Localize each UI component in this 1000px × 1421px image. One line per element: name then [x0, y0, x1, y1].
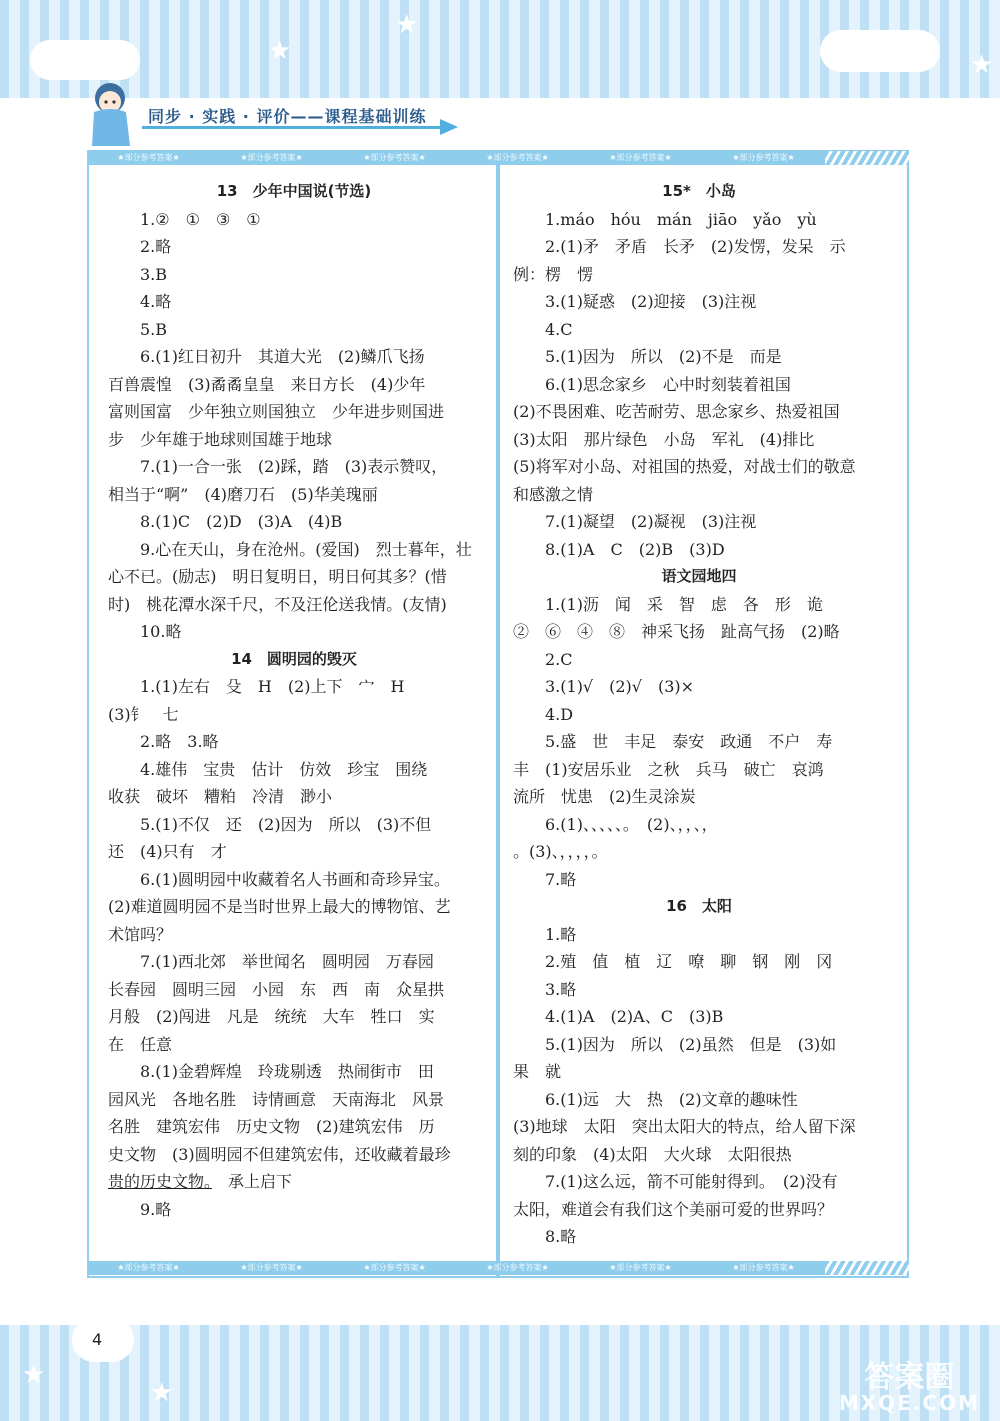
answer-line: 3.(1)疑惑 (2)迎接 (3)注视 — [545, 292, 757, 311]
star-icon: ★ — [22, 1360, 46, 1390]
strip-label: ★部分参考答案★ — [486, 1263, 549, 1272]
answer-line: 在 任意 — [108, 1034, 173, 1054]
strip-label: ★部分参考答案★ — [609, 1263, 672, 1272]
answer-line: 富则国富 少年独立则国独立 少年进步则国进 — [108, 402, 445, 421]
answer-line: 流所 忧患 (2)生灵涂炭 — [513, 787, 696, 806]
section-title: 语文园地四 — [661, 567, 737, 585]
answer-line: ② ⑥ ④ ⑧ 神采飞扬 趾高气扬 (2)略 — [513, 622, 840, 641]
answer-line: 2.C — [545, 649, 573, 669]
underlined-answer: 贵的历史文物。 — [108, 1172, 213, 1191]
star-icon: ★ — [268, 36, 292, 66]
answer-line: 7.(1)西北郊 举世闻名 圆明园 万春园 — [140, 952, 434, 971]
answer-line: 8.(1)A C (2)B (3)D — [545, 539, 725, 559]
answer-line: (3)地球 太阳 突出太阳大的特点，给人留下深 — [513, 1117, 856, 1136]
top-answer-strip — [87, 151, 909, 165]
answer-line: 8.(1)金碧辉煌 玲珑剔透 热闹街市 田 — [140, 1062, 434, 1081]
cloud-decoration — [820, 30, 940, 72]
answer-line: 1.(1)左右 殳 H (2)上下 宀 H — [140, 677, 405, 696]
answer-line: 4.D — [545, 704, 574, 724]
answer-line: 6.(1)、、、、、。 (2)、，，、， — [545, 814, 718, 834]
answer-line: 5.(1)不仅 还 (2)因为 所以 (3)不但 — [140, 814, 432, 834]
answer-line: 7.(1)凝望 (2)凝视 (3)注视 — [545, 512, 757, 531]
answer-line: (3)太阳 那片绿色 小岛 军礼 (4)排比 — [513, 429, 815, 449]
strip-label: ★部分参考答案★ — [240, 153, 303, 162]
strip-label: ★部分参考答案★ — [732, 1263, 795, 1272]
left-answer-column — [108, 178, 480, 1223]
girl-mascot-icon — [84, 78, 140, 148]
answer-line: (3)钅 七 — [108, 704, 179, 724]
section-title: 15* 小岛 — [662, 182, 736, 200]
answer-line — [108, 1168, 480, 1196]
strip-label: ★部分参考答案★ — [609, 153, 672, 162]
answer-line: 1.(1)沥 闻 采 智 虑 各 形 诡 — [545, 594, 823, 614]
answer-line: 4.略 — [140, 292, 172, 311]
answer-line: 术馆吗？ — [108, 924, 173, 944]
answer-line: 2.略 — [140, 237, 172, 256]
answer-line: 6.(1)红日初升 其道大光 (2)鳞爪飞扬 — [140, 347, 425, 366]
answer-line: 4.雄伟 宝贵 估计 仿效 珍宝 围绕 — [140, 759, 428, 779]
star-icon: ★ — [150, 1378, 174, 1408]
answer-line: 果 就 — [513, 1062, 562, 1081]
answer-line: 百兽震惶 (3)矞矞皇皇 来日方长 (4)少年 — [108, 374, 426, 394]
answer-line: 和感激之情 — [513, 484, 594, 504]
answer-line: (5)将军对小岛、对祖国的热爱，对战士们的敬意 — [513, 457, 856, 476]
answer-line: 9.略 — [140, 1199, 172, 1219]
answer-line: 例：楞 愣 — [513, 264, 594, 284]
section-title: 13 少年中国说(节选) — [216, 182, 372, 200]
answer-line: 2.略 3.略 — [140, 732, 219, 751]
strip-label: ★部分参考答案★ — [486, 153, 549, 162]
answer-line: 3.B — [140, 264, 168, 284]
answer-line: 还 (4)只有 才 — [108, 842, 227, 861]
section-title: 16 太阳 — [666, 897, 732, 915]
watermark-main: 答案圈 — [864, 1360, 955, 1395]
answer-line: 心不已。(励志) 明日复明日，明日何其多？(惜 — [108, 567, 447, 586]
answer-line: 史文物 (3)圆明园不但建筑宏伟，还收藏着最珍 — [108, 1144, 451, 1164]
answer-line: 6.(1)远 大 热 (2)文章的趣味性 — [545, 1089, 798, 1109]
answer-line: 5.(1)因为 所以 (2)虽然 但是 (3)如 — [545, 1034, 837, 1054]
answer-line: 6.(1)思念家乡 心中时刻装着祖国 — [545, 374, 791, 394]
answer-line: 名胜 建筑宏伟 历史文物 (2)建筑宏伟 历 — [108, 1117, 435, 1136]
answer-line: 刻的印象 (4)太阳 大火球 太阳很热 — [513, 1144, 792, 1164]
answer-line: 7.(1)一合一张 (2)踩，踏 (3)表示赞叹， — [140, 457, 448, 476]
answer-line: 6.(1)圆明园中收藏着名人书画和奇珍异宝。 — [140, 869, 450, 889]
header-arrow-icon — [440, 119, 458, 135]
answer-line: 5.(1)因为 所以 (2)不是 而是 — [545, 347, 782, 366]
strip-label: ★部分参考答案★ — [363, 153, 426, 162]
answer-line: 长春园 圆明三园 小园 东 西 南 众星拱 — [108, 979, 445, 999]
site-watermark — [838, 1360, 980, 1415]
strip-hatch — [825, 151, 909, 165]
answer-line: 丰 (1)安居乐业 之秋 兵马 破亡 哀鸿 — [513, 759, 824, 779]
page-number: 4 — [92, 1330, 103, 1349]
answer-line: 相当于“啊” (4)磨刀石 (5)华美瑰丽 — [108, 484, 378, 504]
strip-label: ★部分参考答案★ — [117, 153, 180, 162]
answer-line: 收获 破坏 糟粕 冷清 渺小 — [108, 787, 333, 806]
answer-line: 时) 桃花潭水深千尺，不及汪伦送我情。(友情) — [108, 594, 447, 614]
answer-line: 10.略 — [140, 622, 182, 641]
right-answer-column — [513, 178, 885, 1251]
answer-line: 园风光 各地名胜 诗情画意 天南海北 风景 — [108, 1089, 445, 1109]
answer-line: 8.略 — [545, 1227, 577, 1246]
answer-line: 3.(1)√ (2)√ (3)× — [545, 677, 695, 696]
answer-line: 8.(1)C (2)D (3)A (4)B — [140, 512, 343, 531]
star-icon: ★ — [395, 10, 419, 40]
strip-hatch — [825, 1261, 909, 1275]
strip-label: ★部分参考答案★ — [117, 1263, 180, 1272]
answer-line: (2)不畏困难、吃苦耐劳、思念家乡、热爱祖国 — [513, 402, 840, 421]
strip-label: ★部分参考答案★ — [240, 1263, 303, 1272]
header-rule — [142, 126, 442, 129]
answer-line: 1.② ① ③ ① — [140, 209, 261, 229]
answer-text: 承上启下 — [212, 1172, 293, 1191]
answer-line: 1.略 — [545, 924, 577, 944]
section-title: 14 圆明园的毁灭 — [231, 649, 357, 668]
cloud-decoration — [30, 40, 140, 80]
answer-line: 步 少年雄于地球则国雄于地球 — [108, 429, 333, 449]
strip-label: ★部分参考答案★ — [363, 1263, 426, 1272]
answer-line: 5.B — [140, 319, 168, 339]
strip-label: ★部分参考答案★ — [732, 153, 795, 162]
answer-line: 1.máo hóu mán jiāo yǎo yù — [545, 209, 817, 229]
answer-line: 2.殖 值 植 辽 嘹 聊 钢 刚 冈 — [545, 952, 833, 971]
answer-line: 4.C — [545, 319, 573, 339]
bottom-answer-strip — [87, 1261, 909, 1275]
answer-line: 。(3)、，，，，。 — [513, 842, 608, 861]
answer-line: (2)难道圆明园不是当时世界上最大的博物馆、艺 — [108, 897, 451, 916]
answer-line: 9.心在天山，身在沧州。(爱国) 烈士暮年，壮 — [140, 539, 472, 559]
answer-line: 7.略 — [545, 869, 577, 889]
answer-line: 4.(1)A (2)A、C (3)B — [545, 1007, 724, 1026]
page-number-cloud — [72, 1318, 134, 1362]
star-icon: ★ — [970, 50, 994, 80]
answer-line: 7.(1)这么远，箭不可能射得到。 (2)没有 — [545, 1172, 838, 1191]
answer-line: 2.(1)矛 矛盾 长矛 (2)发愣，发呆 示 — [545, 237, 846, 256]
answer-line: 5.盛 世 丰足 泰安 政通 不户 寿 — [545, 732, 833, 751]
answer-line: 月般 (2)闯进 凡是 统统 大车 牲口 实 — [108, 1007, 435, 1026]
answer-line: 太阳，难道会有我们这个美丽可爱的世界吗？ — [513, 1199, 834, 1219]
header-title: 同步 · 实践 · 评价——课程基础训练 — [148, 107, 427, 126]
answer-line: 3.略 — [545, 979, 577, 999]
watermark-sub: MXQE.COM — [838, 1391, 980, 1415]
